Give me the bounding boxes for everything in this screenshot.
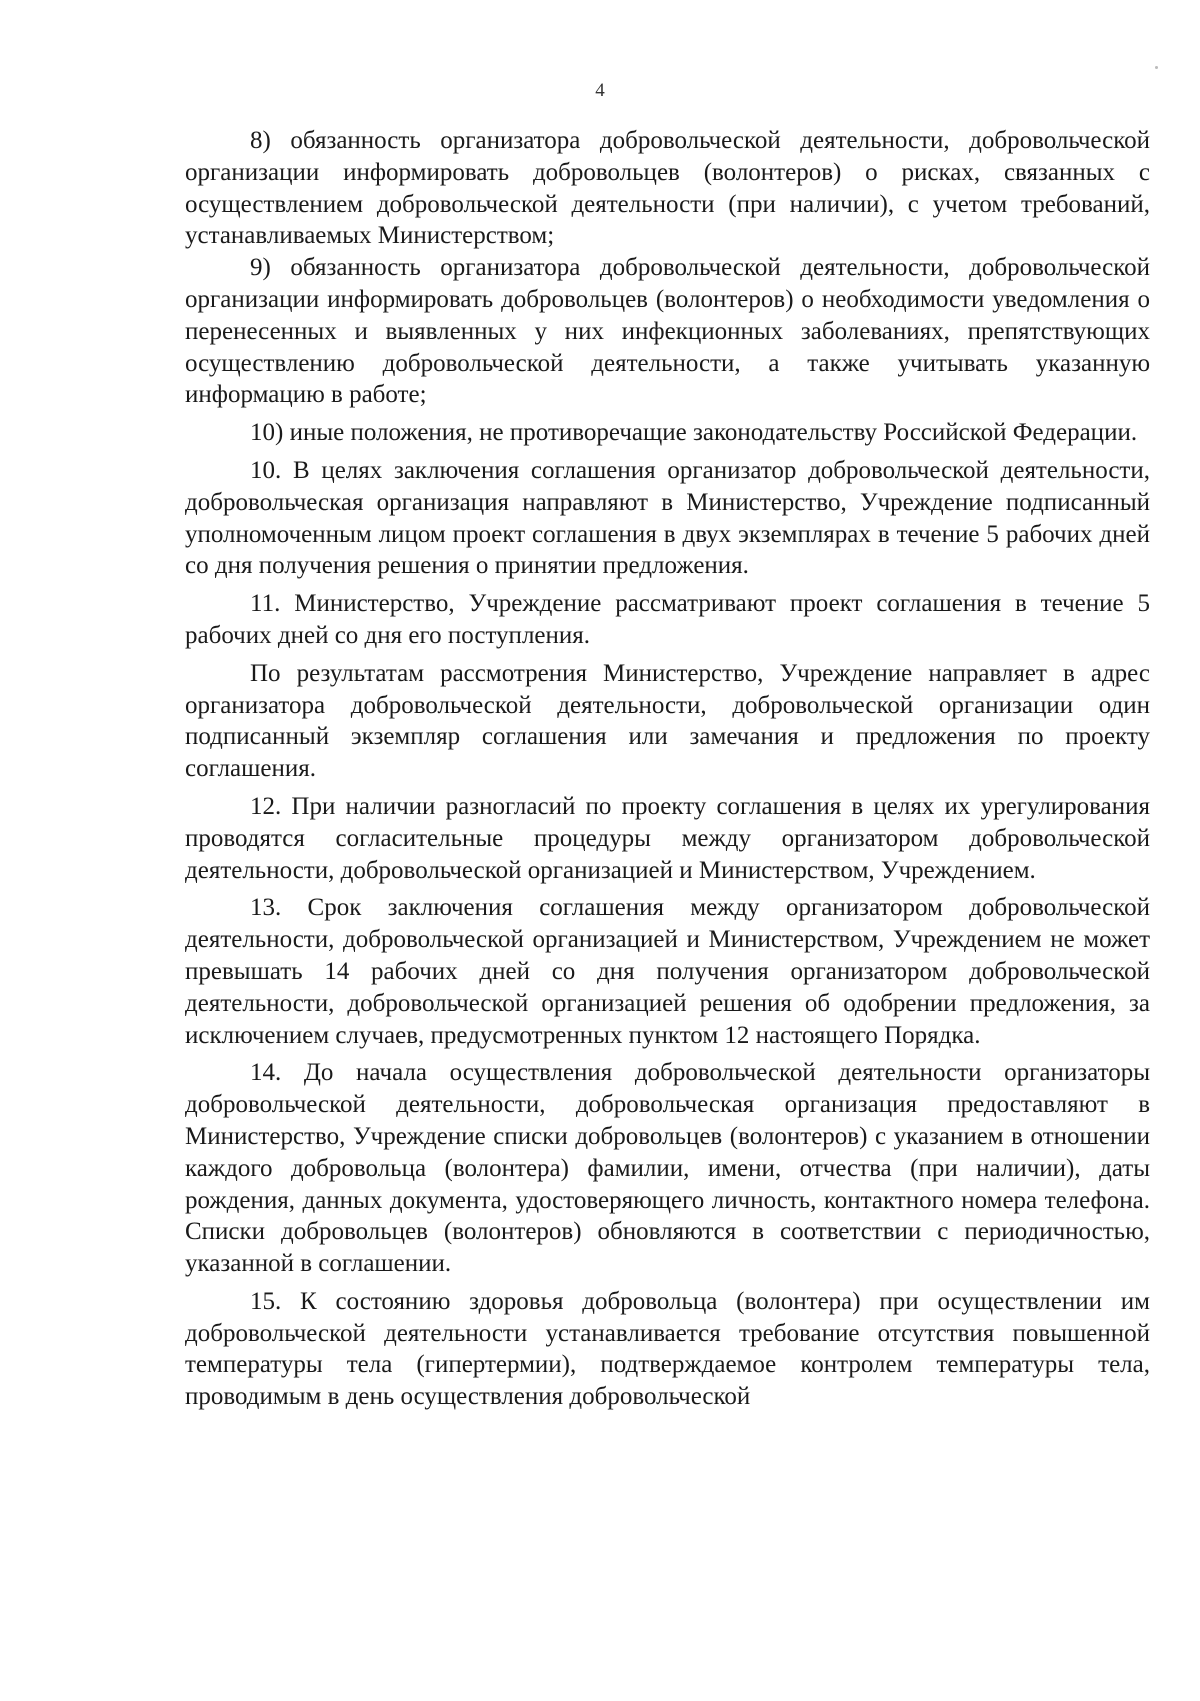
paragraph-item-8: 8) обязанность организатора добровольческой деятельности, добровольческой организации информировать добровольцев (волонтеров) о рисках, связанных с осуществлением добровольческой деятельности (при наличии), с учетом требований, устанавливаемых Министерством; (185, 127, 1150, 250)
paragraph-clause-15: 15. К состоянию здоровья добровольца (волонтера) при осуществлении им добровольческой деятельности устанавливается требование отсутствия повышенной температуры тела (гипертермии), подтверждаемое контролем температуры тела, проводимым в день осуществления добровольческой (185, 1287, 1150, 1411)
scan-artifact (1155, 66, 1158, 69)
paragraph-clause-13: 13. Срок заключения соглашения между организатором добровольческой деятельности, добровольческой организацией и Министерством, Учреждением не может превышать 14 рабочих дней со дня получения организатором добровольческой деятельности, добровольческой организацией решения об одобрении предложения, за исключением случаев, предусмотренных пунктом 12 настоящего Порядка. (185, 894, 1150, 1049)
document-body (185, 125, 1150, 1413)
paragraph-clause-11: 11. Министерство, Учреждение рассматривают проект соглашения в течение 5 рабочих дней со дня его поступления. (185, 590, 1150, 649)
paragraph-clause-12: 12. При наличии разногласий по проекту соглашения в целях их урегулирования проводятся согласительные процедуры между организатором добровольческой деятельности, добровольческой организацией и Министерством, Учреждением. (185, 792, 1150, 884)
page-number: 4 (595, 80, 605, 101)
paragraph-item-10: 10) иные положения, не противоречащие законодательству Российской Федерации. (250, 419, 1138, 447)
paragraph-clause-10: 10. В целях заключения соглашения организатор добровольческой деятельности, добровольческая организация направляют в Министерство, Учреждение подписанный уполномоченным лицом проект соглашения в двух экземплярах в течение 5 рабочих дней со дня получения решения о принятии предложения. (185, 456, 1150, 580)
paragraph-clause-14: 14. До начала осуществления добровольческой деятельности организаторы добровольческой деятельности, добровольческая организация предоставляют в Министерство, Учреждение списки добровольцев (волонтеров) с указанием в отношении каждого добровольца (волонтера) фамилии, имени, отчества (при наличии), даты рождения, данных документа, удостоверяющего личность, контактного номера телефона. Списки добровольцев (волонтеров) обновляются в соответствии с периодичностью, указанной в соглашении. (185, 1059, 1150, 1278)
paragraph-review-results: По результатам рассмотрения Министерство, Учреждение направляет в адрес организатора добровольческой деятельности, добровольческой организации один подписанный экземпляр соглашения или замечания и предложения по проекту соглашения. (185, 659, 1150, 783)
paragraph-item-9: 9) обязанность организатора добровольческой деятельности, добровольческой организации информировать добровольцев (волонтеров) о необходимости уведомления о перенесенных и выявленных у них инфекционных заболеваниях, препятствующих осуществлению добровольческой деятельности, а также учитывать указанную информацию в работе; (185, 254, 1150, 409)
